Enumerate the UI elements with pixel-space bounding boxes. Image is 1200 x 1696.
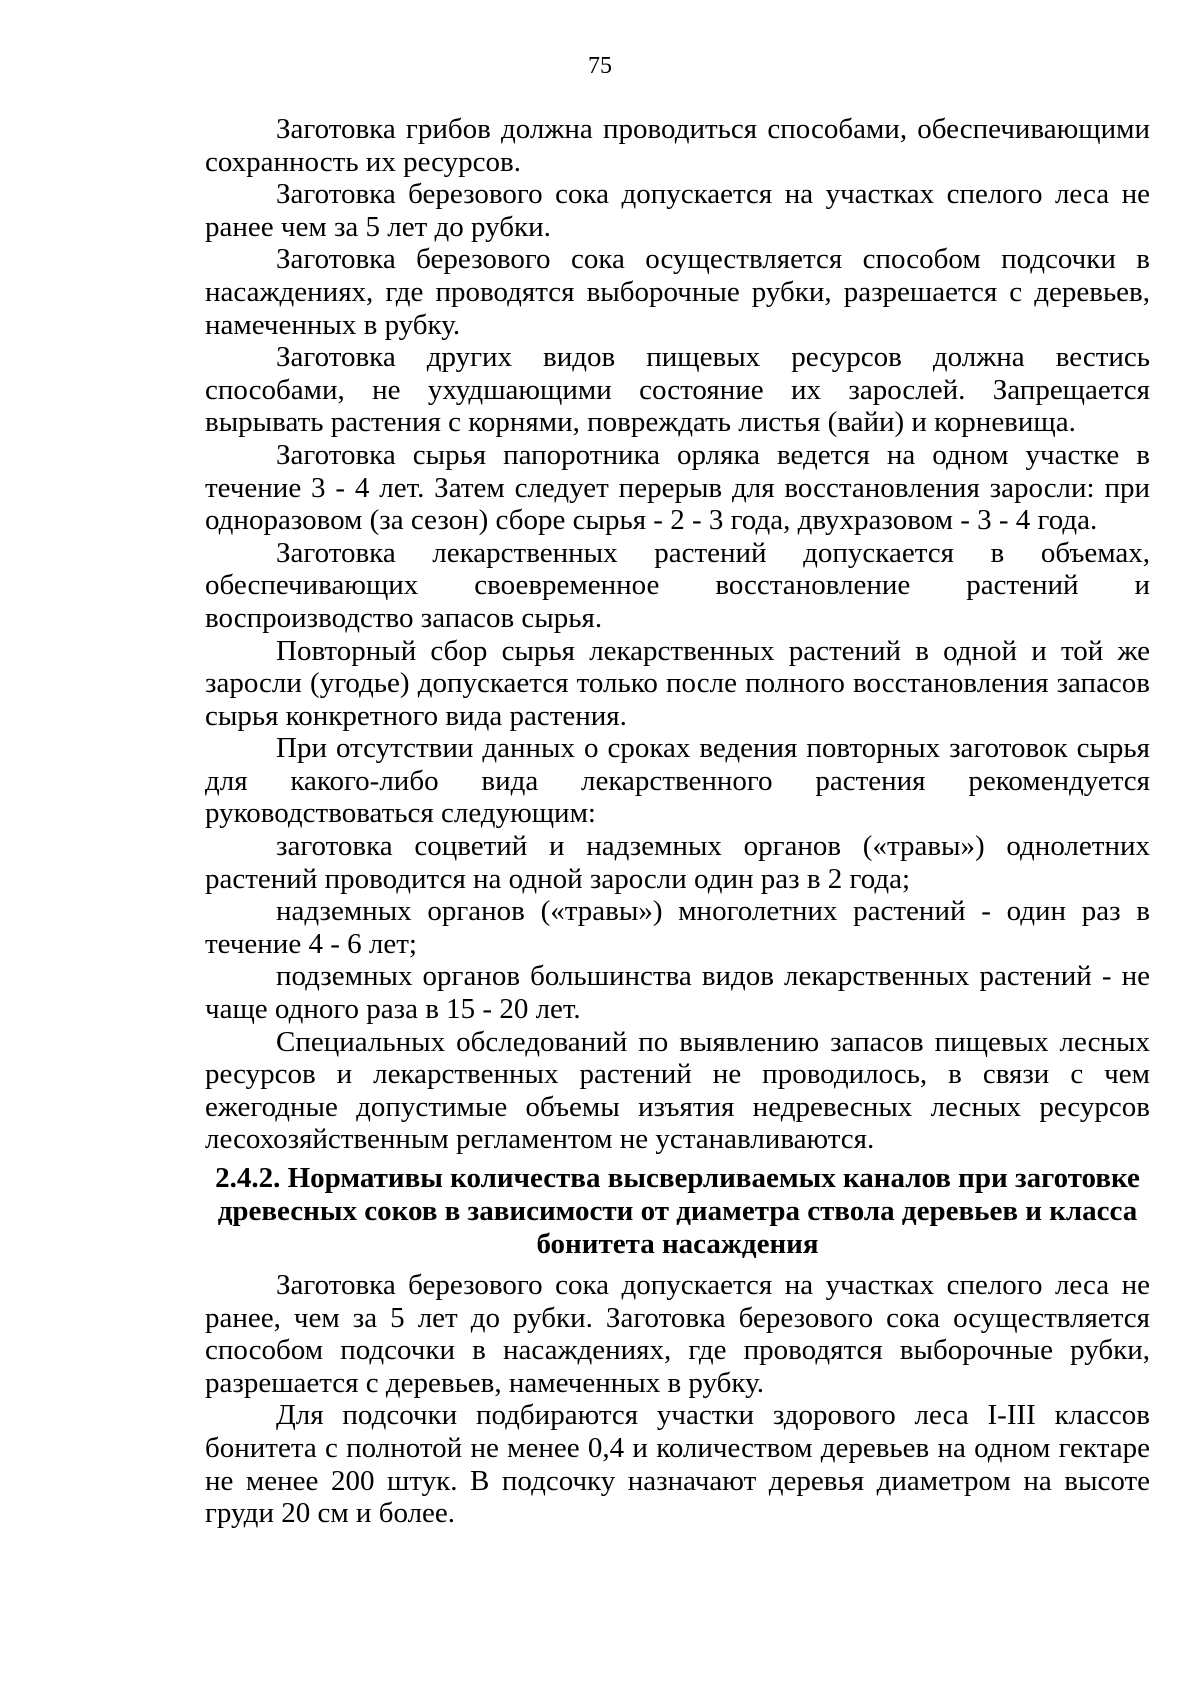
list-item: надземных органов («травы») многолетних растений - один раз в течение 4 - 6 лет; bbox=[205, 895, 1150, 960]
paragraph: Заготовка других видов пищевых ресурсов должна вестись способами, не ухудшающими состояние их зарослей. Запрещается вырывать растения с корнями, повреждать листья (вайи) и корневища. bbox=[205, 341, 1150, 439]
paragraph: При отсутствии данных о сроках ведения повторных заготовок сырья для какого-либо вида лекарственного растения рекомендуется руководствоваться следующим: bbox=[205, 732, 1150, 830]
paragraph: Заготовка грибов должна проводиться способами, обеспечивающими сохранность их ресурсов. bbox=[205, 113, 1150, 178]
page-number: 75 bbox=[588, 53, 612, 79]
paragraph: Для подсочки подбираются участки здорового леса I-III классов бонитета с полнотой не менее 0,4 и количеством деревьев на одном гектаре не менее 200 штук. В подсочку назначают деревья диаметром на высоте груди 20 см и более. bbox=[205, 1399, 1150, 1530]
list-item: подземных органов большинства видов лекарственных растений - не чаще одного раза в 15 - 20 лет. bbox=[205, 960, 1150, 1026]
paragraph: Заготовка березового сока допускается на участках спелого леса не ранее, чем за 5 лет до рубки. Заготовка березового сока осуществляется способом подсочки в насаждениях, где проводятся выборочные рубки, разрешается с деревьев, намеченных в рубку. bbox=[205, 1269, 1150, 1399]
paragraph: Повторный сбор сырья лекарственных растений в одной и той же заросли (угодье) допускается только после полного восстановления запасов сырья конкретного вида растения. bbox=[205, 634, 1150, 732]
list-item: заготовка соцветий и надземных органов («травы») однолетних растений проводится на одной заросли один раз в 2 года; bbox=[205, 830, 1150, 895]
paragraph: Заготовка сырья папоротника орляка ведется на одном участке в течение 3 - 4 лет. Затем следует перерыв для восстановления заросли: при одноразовом (за сезон) сборе сырья - 2 - 3 года, двухразовом - 3 - 4 года. bbox=[205, 438, 1150, 537]
paragraph: Специальных обследований по выявлению запасов пищевых лесных ресурсов и лекарственных растений не проводилось, в связи с чем ежегодные допустимые объемы изъятия недревесных лесных ресурсов лесохозяйственным регламентом не устанавливаются. bbox=[205, 1025, 1150, 1156]
paragraph: Заготовка березового сока допускается на участках спелого леса не ранее чем за 5 лет до рубки. bbox=[205, 178, 1150, 243]
paragraph: Заготовка лекарственных растений допускается в объемах, обеспечивающих своевременное восстановление растений и воспроизводство запасов сырья. bbox=[205, 536, 1150, 634]
document-body bbox=[205, 113, 1150, 1530]
section-heading: 2.4.2. Нормативы количества высверливаемых каналов при заготовке древесных соков в зависимости от диаметра ствола деревьев и класса бонитета насаждения bbox=[215, 1162, 1140, 1260]
paragraph: Заготовка березового сока осуществляется способом подсочки в насаждениях, где проводятся выборочные рубки, разрешается с деревьев, намеченных в рубку. bbox=[205, 243, 1150, 341]
